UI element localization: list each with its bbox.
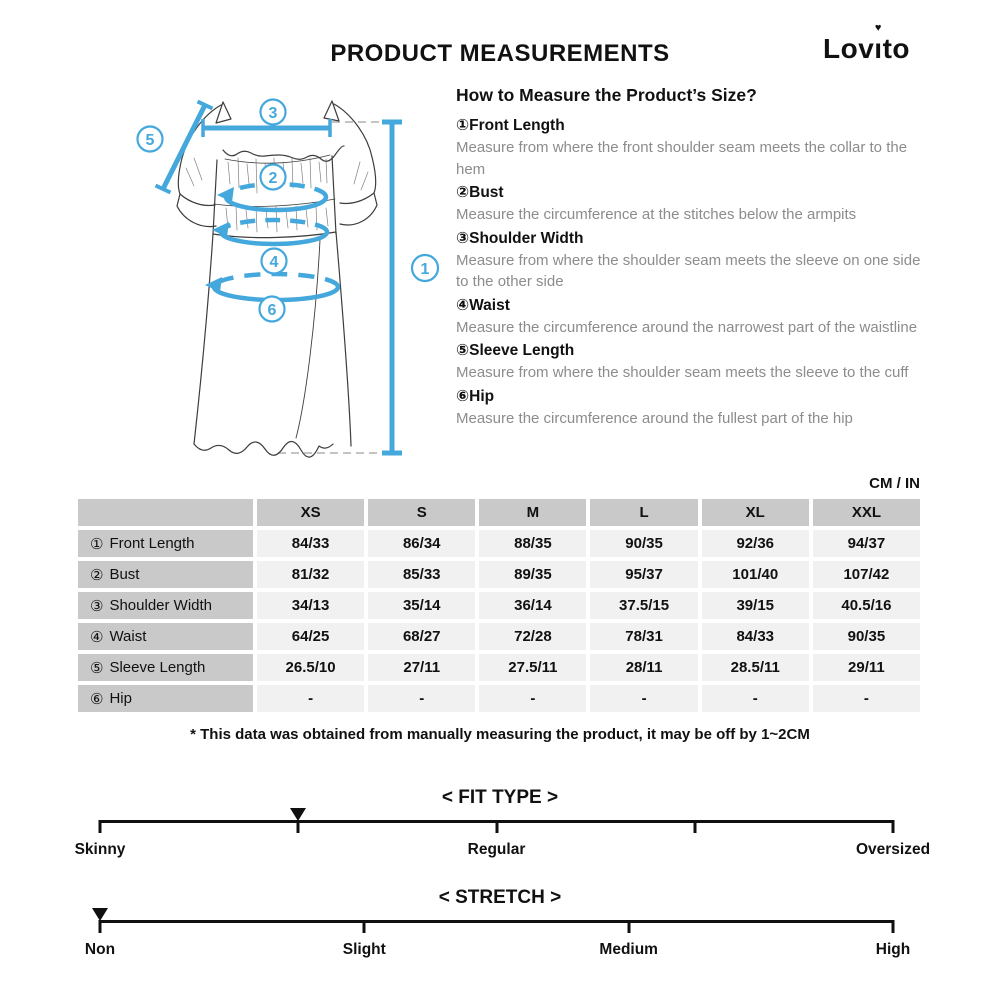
table-cell: 95/37	[590, 561, 697, 588]
table-cell: -	[368, 685, 475, 712]
table-cell: 90/35	[813, 623, 920, 650]
measurement-marks	[156, 102, 403, 454]
item-number: ⑥	[456, 387, 470, 405]
item-desc: Measure the circumference around the fullest part of the hip	[456, 409, 853, 427]
table-cell: 88/35	[479, 530, 586, 557]
sleeve-length-line	[156, 102, 213, 193]
stretch-axis	[100, 920, 893, 923]
table-cell: 101/40	[702, 561, 809, 588]
item-number: ②	[456, 184, 470, 201]
fit-type-label-regular: Regular	[467, 841, 526, 858]
table-cell: 28/11	[590, 654, 697, 681]
brand-i-stem: ı	[874, 33, 883, 64]
stretch-labels	[84, 941, 911, 961]
table-cell: 40.5/16	[813, 592, 920, 619]
how-to-item	[456, 294, 922, 339]
stretch-label-medium: Medium	[599, 941, 658, 958]
table-cell: -	[479, 685, 586, 712]
stretch-label-high: High	[875, 941, 911, 958]
brand-letter-i	[874, 22, 883, 65]
row-label-waist: ④ Waist	[78, 623, 253, 650]
svg-text:3: 3	[268, 105, 278, 122]
stretch-marker-icon	[92, 908, 108, 921]
table-cell: 90/35	[590, 530, 697, 557]
fit-type-label-skinny: Skinny	[74, 841, 126, 858]
table-cell: -	[590, 685, 697, 712]
how-to-item	[456, 114, 922, 180]
row-label-shoulder-width: ③ Shoulder Width	[78, 592, 253, 619]
table-cell: 84/33	[257, 530, 364, 557]
row-label-bust: ② Bust	[78, 561, 253, 588]
table-cell: 64/25	[257, 623, 364, 650]
table-cell: 78/31	[590, 623, 697, 650]
stretch-heading: < STRETCH >	[438, 887, 562, 908]
item-label: Sleeve Length	[469, 342, 575, 359]
fit-type-tick	[693, 820, 696, 833]
table-cell: 81/32	[257, 561, 364, 588]
table-cell: -	[257, 685, 364, 712]
item-desc: Measure from where the shoulder seam meets the sleeve to the cuff	[456, 364, 909, 381]
table-cell: 86/34	[368, 530, 475, 557]
item-number: ④	[456, 296, 470, 314]
item-label: Shoulder Width	[469, 229, 584, 247]
fit-type-heading: < FIT TYPE >	[441, 787, 559, 808]
fit-type-marker-icon	[290, 808, 306, 821]
table-cell: 85/33	[368, 561, 475, 588]
table-cell: 35/14	[368, 592, 475, 619]
brand-logo	[823, 22, 910, 65]
how-to-measure-panel	[456, 85, 922, 430]
page-title: PRODUCT MEASUREMENTS	[330, 40, 670, 67]
column-header-m: M	[479, 499, 586, 526]
table-corner-cell	[78, 499, 253, 526]
table-cell: 29/11	[813, 654, 920, 681]
stretch-tick	[99, 920, 102, 933]
table-cell: 39/15	[702, 592, 809, 619]
fit-type-tick	[99, 820, 102, 833]
how-to-item	[456, 385, 922, 430]
item-desc: Measure from where the front shoulder seam meets the collar to the hem	[456, 139, 908, 178]
brand-text-end: to	[882, 33, 910, 64]
svg-text:5: 5	[145, 132, 155, 149]
table-cell: 37.5/15	[590, 592, 697, 619]
fit-type-label-oversized: Oversized	[855, 841, 931, 858]
item-label: Waist	[469, 296, 510, 314]
stretch-tick	[363, 920, 366, 933]
row-label-sleeve-length: ⑤ Sleeve Length	[78, 654, 253, 681]
waist-ellipse	[212, 220, 327, 244]
column-header-l: L	[590, 499, 697, 526]
table-cell: 92/36	[702, 530, 809, 557]
row-label-front-length: ① Front Length	[78, 530, 253, 557]
front-length-line	[382, 122, 402, 453]
item-number: ③	[456, 229, 470, 247]
fit-type-tick	[892, 820, 895, 833]
svg-text:1: 1	[420, 261, 430, 278]
column-header-xl: XL	[702, 499, 809, 526]
heart-icon: ♥	[874, 22, 882, 34]
stretch-scale	[100, 920, 893, 936]
table-cell: 72/28	[479, 623, 586, 650]
table-cell: -	[702, 685, 809, 712]
svg-text:2: 2	[268, 170, 278, 187]
callout-4	[262, 249, 287, 274]
size-table	[78, 499, 920, 712]
fit-type-tick	[297, 820, 300, 833]
how-to-heading: How to Measure the Product’s Size?	[456, 85, 757, 105]
item-label: Front Length	[469, 117, 565, 134]
table-cell: 68/27	[368, 623, 475, 650]
table-cell: 27.5/11	[479, 654, 586, 681]
stretch-tick	[627, 920, 630, 933]
table-cell: 94/37	[813, 530, 920, 557]
fit-type-tick	[495, 820, 498, 833]
callout-5	[138, 127, 163, 152]
table-cell: 36/14	[479, 592, 586, 619]
how-to-item	[456, 227, 922, 293]
table-cell: -	[813, 685, 920, 712]
table-cell: 34/13	[257, 592, 364, 619]
table-cell: 28.5/11	[702, 654, 809, 681]
column-header-xs: XS	[257, 499, 364, 526]
measurement-disclaimer: * This data was obtained from manually measuring the product, it may be off by 1~2CM	[190, 726, 810, 743]
how-to-item	[456, 339, 922, 384]
svg-text:4: 4	[269, 254, 279, 271]
table-cell: 26.5/10	[257, 654, 364, 681]
table-cell: 27/11	[368, 654, 475, 681]
dress-outline	[177, 101, 377, 457]
brand-text: Lov	[823, 33, 875, 64]
callout-6	[260, 297, 285, 322]
item-desc: Measure from where the shoulder seam meets the sleeve on one side to the other side	[456, 251, 921, 290]
stretch-tick	[892, 920, 895, 933]
callout-2	[261, 165, 286, 190]
stretch-label-non: Non	[84, 941, 116, 958]
table-cell: 84/33	[702, 623, 809, 650]
svg-text:6: 6	[267, 302, 277, 319]
item-label: Bust	[469, 184, 504, 201]
item-number: ①	[456, 117, 470, 134]
item-desc: Measure the circumference around the narrowest part of the waistline	[456, 318, 918, 336]
row-label-hip: ⑥ Hip	[78, 685, 253, 712]
fit-type-labels	[74, 841, 931, 861]
table-cell: 89/35	[479, 561, 586, 588]
item-label: Hip	[469, 387, 495, 405]
item-desc: Measure the circumference at the stitches below the armpits	[456, 206, 857, 223]
item-number: ⑤	[456, 342, 470, 359]
how-to-item	[456, 181, 922, 226]
callout-3	[261, 100, 286, 125]
fit-type-scale	[100, 820, 893, 836]
table-cell: 107/42	[813, 561, 920, 588]
column-header-xxl: XXL	[813, 499, 920, 526]
callout-1	[412, 255, 438, 281]
unit-label: CM / IN	[869, 475, 920, 492]
dress-measurement-diagram	[120, 88, 450, 473]
column-header-s: S	[368, 499, 475, 526]
stretch-label-slight: Slight	[342, 941, 386, 958]
